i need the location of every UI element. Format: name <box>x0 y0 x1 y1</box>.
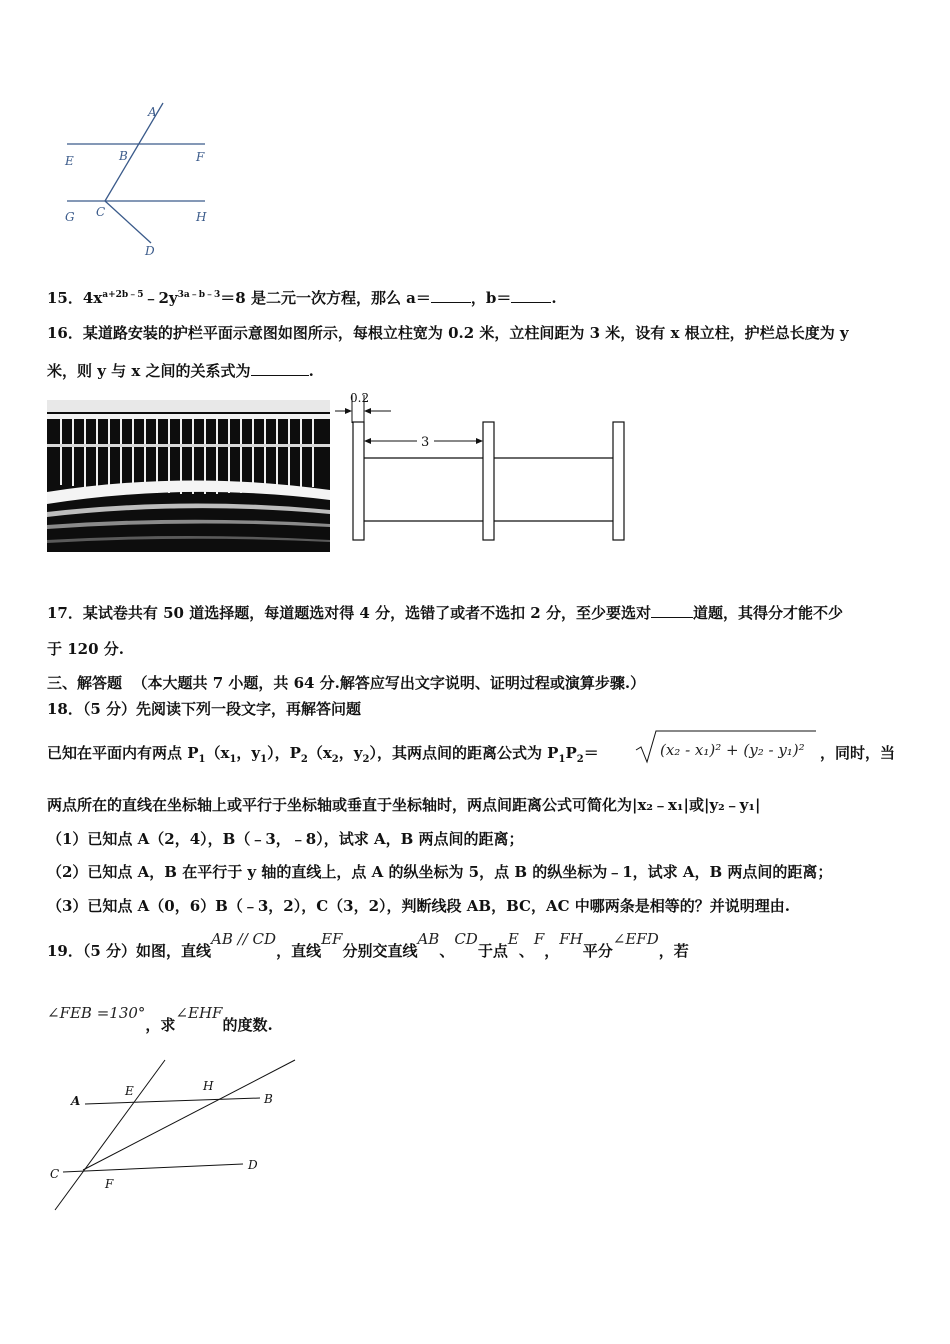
question-16-line2: 米，则 y 与 x 之间的关系式为 . <box>47 362 314 380</box>
line-cd <box>105 201 151 243</box>
railing-diagram <box>335 385 635 550</box>
post-1 <box>353 422 364 540</box>
q14-figure <box>55 98 225 263</box>
question-18-intro: 已知在平面内有两点 $P_1(x_1$，$y_1$），$P_2(x_2$，$y_2$），其两点间的距离公式为 $P_1P_2=$ <box>47 744 599 765</box>
line-ab <box>85 1098 260 1104</box>
railing-photo <box>47 400 330 552</box>
label-a: A <box>71 1094 81 1108</box>
answer-blank-a[interactable] <box>431 290 471 303</box>
question-18-part2: （2）已知点 A，B 在平行于 y 轴的直线上，点 A 的纵坐标为 5，点 B 的纵坐标为﹣1，试求 A，B 两点间的距离； <box>47 863 833 881</box>
label-b: B <box>264 1092 273 1106</box>
post-3 <box>613 422 624 540</box>
q19-figure <box>45 1052 305 1217</box>
label-a: A <box>148 105 157 119</box>
distance-formula <box>634 728 819 766</box>
label-f: F <box>196 150 205 164</box>
label-h: H <box>203 1079 214 1093</box>
question-15: 15．$4x^{a+2b﹣5}﹣2y^{3a﹣b﹣3}=8$ 是二元一次方程，那么 a＝ ，b＝ . <box>47 289 557 307</box>
answer-blank-b[interactable] <box>511 290 551 303</box>
question-18-intro-tail: ，同时，当 <box>820 744 896 762</box>
label-e: E <box>125 1084 134 1098</box>
label-d: D <box>248 1158 258 1172</box>
answer-blank-16[interactable] <box>251 363 309 376</box>
question-19-line1: 19．（5 分）如图，直线AB // CD，直线EF分别交直线AB、CD于点E、F，FH平分∠EFD，若 <box>47 930 689 960</box>
question-17-line2: 于 120 分. <box>47 640 124 658</box>
answer-blank-17[interactable] <box>651 605 693 618</box>
line-fh <box>83 1060 295 1170</box>
question-18-part3: （3）已知点 A（0，6）B（﹣3，2），C（3，2），判断线段 AB，BC，AC 中哪两条是相等的？并说明理由. <box>47 897 790 915</box>
label-e: E <box>65 154 74 168</box>
formula-text: (x₂ - x₁)² + (y₂ - y₁)² <box>660 741 805 759</box>
label-width: 0.2 <box>350 391 370 405</box>
question-16-line1: 16．某道路安装的护栏平面示意图如图所示，每根立柱宽为 0.2 米，立柱间距为 3 米，设有 x 根立柱，护栏总长度为 y <box>47 324 849 342</box>
label-gap: 3 <box>421 435 430 450</box>
section-3-heading: 三、解答题 （本大题共 7 小题，共 64 分.解答应写出文字说明、证明过程或演算步骤.） <box>47 674 646 692</box>
post-2 <box>483 422 494 540</box>
question-19-line2: ∠FEB =130°，求∠EHF的度数. <box>47 1004 273 1034</box>
label-f: F <box>105 1177 114 1191</box>
label-d: D <box>145 244 155 258</box>
question-18-header: 18．（5 分）先阅读下列一段文字，再解答问题 <box>47 700 362 718</box>
label-g: G <box>65 210 75 224</box>
label-h: H <box>196 210 207 224</box>
question-18-line2: 两点所在的直线在坐标轴上或平行于坐标轴或垂直于坐标轴时，两点间距离公式可简化为|x₂﹣x₁|或|y₂﹣y₁| <box>47 796 761 814</box>
line-cd <box>63 1164 243 1172</box>
question-18-part1: （1）已知点 A（2，4），B（﹣3，﹣8），试求 A，B 两点间的距离； <box>47 830 524 848</box>
question-17-line1: 17．某试卷共有 50 道选择题，每道题选对得 4 分，选错了或者不选扣 2 分，至少要选对 道题，其得分才能不少 <box>47 604 843 622</box>
label-c: C <box>96 205 106 219</box>
label-b: B <box>119 149 128 163</box>
label-c: C <box>50 1167 60 1181</box>
